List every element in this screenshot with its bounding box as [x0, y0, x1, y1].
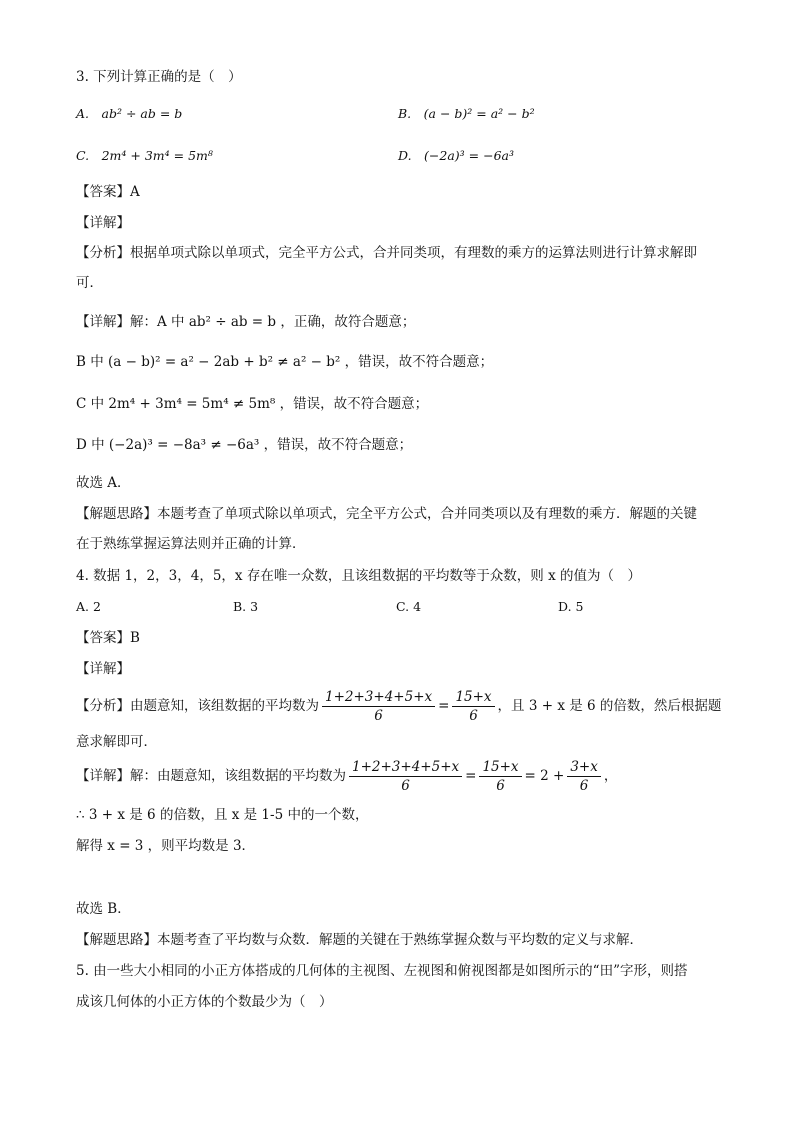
equals-sign: = — [465, 768, 477, 784]
q3-idea-line2: 在于熟练掌握运算法则并正确的计算． — [76, 536, 306, 552]
q4-detail-header: 【详解】 — [76, 661, 130, 677]
q3-solve-b: B 中 (a − b)² = a² − 2ab + b² ≠ a² − b² ，错误，故不符合题意； — [76, 354, 494, 370]
q4-analysis-line2: 意求解即可． — [76, 734, 157, 750]
fraction-denominator: 6 — [496, 778, 505, 794]
q5-stem-line1: 5. 由一些大小相同的小正方体搭成的几何体的主视图、左视图和俯视图都是如图所示的“田”字形，则搭 — [76, 963, 688, 979]
fraction-denominator: 6 — [401, 778, 410, 794]
q3-solve-d: D 中 (−2a)³ = −8a³ ≠ −6a³ ，错误，故不符合题意； — [76, 437, 413, 453]
fraction-numerator: 1+2+3+4+5+x — [322, 688, 435, 707]
q3-solve-c: C 中 2m⁴ + 3m⁴ = 5m⁴ ≠ 5m⁸ ，错误，故不符合题意； — [76, 396, 429, 412]
fraction-denominator: 6 — [579, 778, 589, 794]
q3-choose: 故选 A． — [76, 475, 131, 491]
q4-analysis-line1 — [76, 687, 721, 725]
q3-option-c: C. 2m⁴ + 3m⁴ = 5m⁸ — [76, 148, 213, 163]
q3-idea-line1: 【解题思路】本题考查了单项式除以单项式，完全平方公式，合并同类项以及有理数的乘方．解题的关键 — [76, 506, 697, 522]
q3-analysis-line1: 【分析】根据单项式除以单项式，完全平方公式，合并同类项，有理数的乘方的运算法则进行计算求解即 — [76, 245, 697, 261]
q4-solve-fraction-full — [349, 758, 462, 795]
equals-two-plus: = 2 + — [524, 768, 565, 784]
q3-option-a: A. ab² ÷ ab = b — [76, 106, 183, 121]
q3-answer: 【答案】A — [76, 184, 140, 200]
q4-analysis-suffix: ，且 3 + x 是 6 的倍数，然后根据题 — [497, 698, 722, 714]
q4-solve-line2: ∴ 3 + x 是 6 的倍数，且 x 是 1-5 中的一个数， — [76, 807, 369, 823]
q3-option-b: B. (a − b)² = a² − b² — [398, 106, 535, 121]
q4-solve-fraction-simple — [479, 758, 521, 795]
q4-analysis-fraction-simple — [452, 688, 494, 725]
q4-solve-fraction-rest — [567, 758, 601, 795]
fraction-numerator: 15+x — [452, 688, 494, 707]
q4-idea: 【解题思路】本题考查了平均数与众数．解题的关键在于熟练掌握众数与平均数的定义与求解． — [76, 932, 643, 948]
q5-stem-line2: 成该几何体的小正方体的个数最少为（ ） — [76, 994, 333, 1010]
q3-stem: 3. 下列计算正确的是（ ） — [76, 69, 242, 85]
q3-solve-a: 【详解】解：A 中 ab² ÷ ab = b ，正确，故符合题意； — [76, 314, 416, 330]
q4-option-b: B. 3 — [233, 599, 259, 614]
q4-option-d: D. 5 — [558, 599, 584, 614]
equals-sign: = — [438, 698, 450, 714]
q3-detail-header: 【详解】 — [76, 215, 130, 231]
q4-solve-suffix: ， — [603, 768, 618, 784]
q3-analysis-line2: 可． — [76, 275, 103, 291]
fraction-numerator: 15+x — [479, 758, 521, 777]
fraction-denominator: 6 — [374, 708, 383, 724]
q4-solve-line1 — [76, 757, 617, 795]
q4-option-a: A. 2 — [76, 599, 101, 614]
fraction-denominator: 6 — [469, 708, 478, 724]
fraction-numerator: 1+2+3+4+5+x — [349, 758, 462, 777]
q4-solve-prefix: 【详解】解：由题意知，该组数据的平均数为 — [76, 768, 346, 784]
q4-solve-line3: 解得 x = 3 ，则平均数是 3． — [76, 838, 256, 854]
q3-option-d: D. (−2a)³ = −6a³ — [398, 148, 515, 163]
q4-option-c: C. 4 — [396, 599, 422, 614]
q4-choose: 故选 B． — [76, 901, 131, 917]
q4-answer: 【答案】B — [76, 630, 140, 646]
fraction-numerator: 3+x — [567, 758, 601, 777]
q4-analysis-prefix: 【分析】由题意知，该组数据的平均数为 — [76, 698, 319, 714]
q4-stem: 4. 数据 1，2，3，4，5，x 存在唯一众数，且该组数据的平均数等于众数，则 x 的值为（ ） — [76, 568, 642, 584]
q4-analysis-fraction-full — [322, 688, 435, 725]
